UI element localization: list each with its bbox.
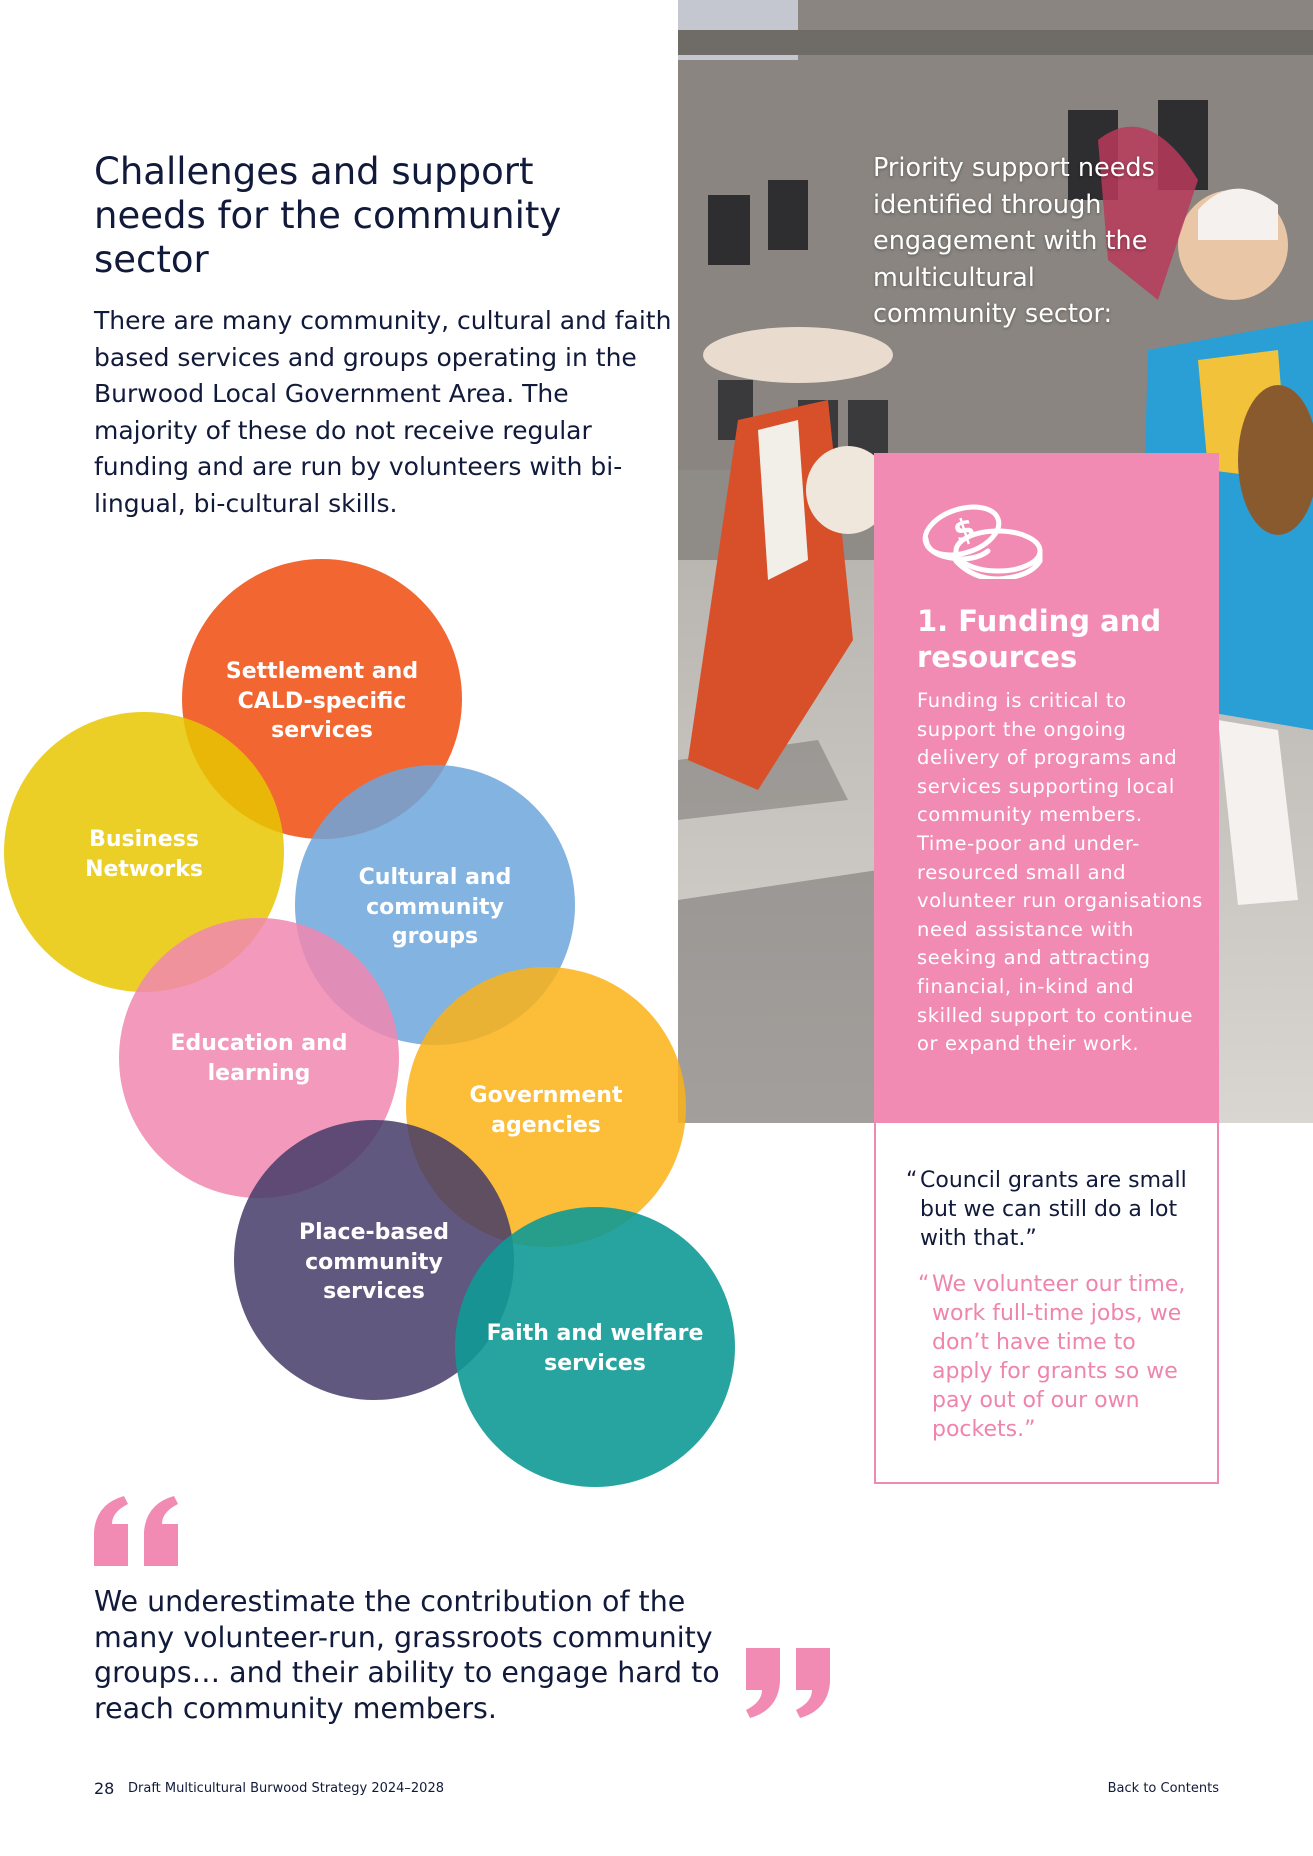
venn-label-faith: Faith and welfare services <box>486 1321 704 1376</box>
intro-paragraph: There are many community, cultural and faith based services and groups operating in the Burwood Local Government Area. The majority of these do not receive regular funding and are run by volunteers with bi-lingual, bi-cultural skills. <box>94 306 672 518</box>
venn-label-cultural: Cultural and community groups <box>358 865 512 949</box>
quote-open-mark: “ <box>906 1168 918 1193</box>
open-quote-icon <box>94 1496 180 1566</box>
quote-item <box>906 1166 1190 1253</box>
sector-venn-diagram <box>0 555 740 1490</box>
coins-dollar-icon <box>918 499 1048 579</box>
quote-text: Council grants are small but we can still do a lot with that.” <box>920 1168 1187 1251</box>
community-quotes-box <box>874 1123 1219 1484</box>
svg-text:$: $ <box>949 510 980 551</box>
priority-caption: Priority support needs identified through engagement with the multicultural community sector: <box>873 153 1155 329</box>
page-title: Challenges and support needs for the community sector <box>94 150 562 281</box>
pull-quote: We underestimate the contribution of the many volunteer-run, grassroots community groups… and their ability to engage hard to reach community members. <box>94 1585 720 1725</box>
back-to-contents-link[interactable]: Back to Contents <box>1107 1781 1219 1796</box>
venn-label-settlement: Settlement and CALD-specific services <box>225 659 419 743</box>
venn-label-education: Education and learning <box>170 1031 348 1086</box>
document-title: Draft Multicultural Burwood Strategy 2024–2028 <box>128 1781 444 1796</box>
close-quote-icon <box>744 1648 830 1718</box>
venn-label-government: Government agencies <box>469 1083 623 1138</box>
venn-label-place-based: Place-based community services <box>299 1220 449 1304</box>
funding-body: Funding is critical to support the ongoing delivery of programs and services supporting local community members. Time-poor and under-resourced small and volunteer run organisations need assistance with seeking and attracting financial, in-kind and skilled support to continue or expand their work. <box>917 689 1203 1056</box>
funding-card <box>874 453 1219 1123</box>
quote-item <box>918 1270 1202 1444</box>
funding-title: 1. Funding and resources <box>917 604 1162 674</box>
venn-label-business: Business Networks <box>85 827 203 882</box>
page-number: 28 <box>94 1779 115 1798</box>
quote-open-mark: “ <box>918 1272 930 1297</box>
quote-text: We volunteer our time, work full-time jobs, we don’t have time to apply for grants so we pay out of our own pockets.” <box>932 1272 1186 1442</box>
